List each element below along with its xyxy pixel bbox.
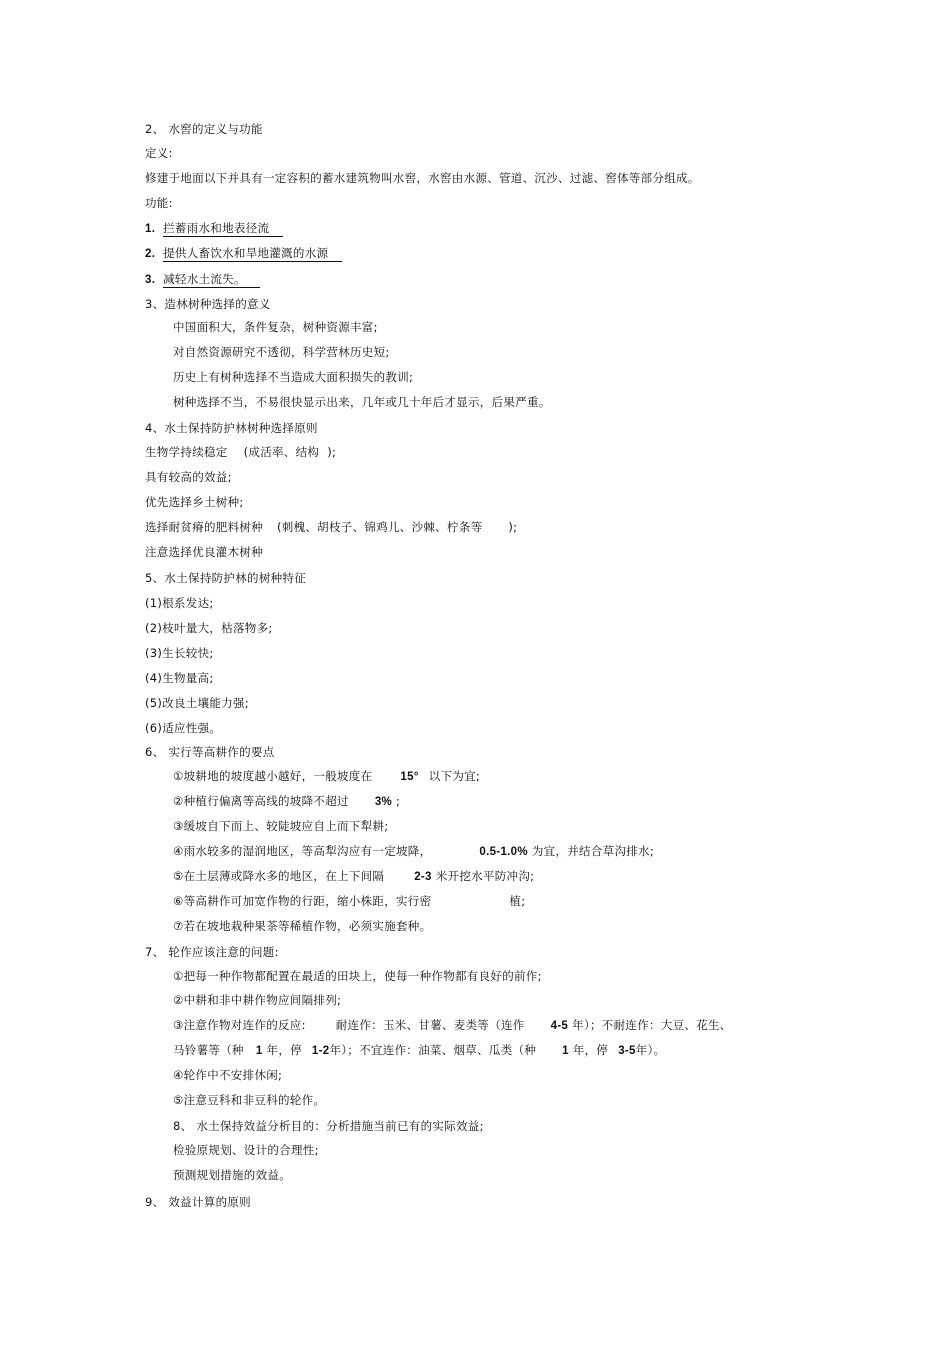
- section-7-item-1: ①把每一种作物都配置在最适的田块上，使每一种作物都有良好的前作;: [173, 969, 542, 983]
- section-5-heading: 5、水土保持防护林的树种特征: [145, 571, 307, 585]
- section-5-item: (5)改良土壤能力强;: [145, 696, 249, 710]
- function-item-number: 3.: [145, 274, 156, 286]
- item-text: 年，停: [266, 1043, 302, 1057]
- function-item-number: 2.: [145, 248, 156, 260]
- section-2-heading: 2、 水窖的定义与功能: [145, 122, 263, 136]
- item-value: 0.5-1.0%: [479, 846, 528, 858]
- function-item-1: [145, 221, 283, 236]
- item-value: 4-5: [550, 1020, 569, 1032]
- item-value: 2-3: [414, 871, 432, 883]
- section-5-item: (3)生长较快;: [145, 646, 214, 660]
- item-text-tail: 年）。: [635, 1043, 666, 1057]
- item-text: ⑤在土层薄或降水多的地区，在上下间隔: [173, 869, 385, 883]
- section-7-item-5: ⑤注意豆科和非豆科的轮作。: [173, 1093, 326, 1107]
- item-text: ⑥等高耕作可加宽作物的行距，缩小株距，实行密: [173, 894, 432, 908]
- section-8-item: 检验原规划、设计的合理性;: [173, 1143, 319, 1157]
- item-text: 选择耐贫瘠的肥料树种: [145, 520, 263, 534]
- section-7-item-2: ②中耕和非中耕作物应间隔排列;: [173, 993, 342, 1007]
- item-text: ④雨水较多的湿润地区，等高犁沟应有一定坡降，: [173, 844, 432, 858]
- section-7-item-3: [173, 1018, 732, 1033]
- section-9-heading: 9、 效益计算的原则: [145, 1195, 251, 1209]
- item-close: );: [327, 445, 337, 459]
- section-6-item-6: [173, 894, 525, 908]
- item-text: ②种植行偏离等高线的坡降不超过: [173, 794, 349, 808]
- function-item-text: 减轻水土流失。: [163, 272, 260, 288]
- section-6-item-4: [173, 844, 654, 859]
- section-6-item-2: [173, 794, 400, 809]
- item-value: 1: [562, 1045, 569, 1057]
- definition-text: 修建于地面以下并具有一定容积的蓄水建筑物叫水窖，水窖由水源、管道、沉沙、过滤、窖体等部分组成。: [145, 171, 700, 185]
- item-value: 1-2: [311, 1045, 330, 1057]
- section-4-item-4: [145, 520, 517, 534]
- section-5-item: (2)枝叶量大，枯落物多;: [145, 621, 273, 635]
- item-text-tail: 植;: [509, 894, 526, 908]
- function-item-number: 1.: [145, 223, 156, 235]
- section-6-item-5: [173, 869, 534, 884]
- item-value: 15°: [400, 771, 419, 783]
- section-6-item-7: ⑦若在坡地栽种果茶等稀植作物，必须实施套种。: [173, 919, 432, 933]
- section-5-item: (6)适应性强。: [145, 721, 222, 735]
- section-3-item: 历史上有树种选择不当造成大面积损失的教训;: [173, 370, 414, 384]
- item-note: (成活率、结构: [243, 445, 320, 459]
- section-8-item: 预测规划措施的效益。: [173, 1168, 291, 1182]
- section-3-item: 对自然资源研究不透彻，科学营林历史短;: [173, 345, 390, 359]
- item-value: 1: [255, 1045, 263, 1057]
- item-text: ①坡耕地的坡度越小越好，一般坡度在: [173, 769, 373, 783]
- section-8-heading: 8、 水土保持效益分析目的：分析措施当前已有的实际效益;: [173, 1119, 484, 1133]
- item-text-tail: 以下为宜;: [428, 769, 481, 783]
- item-text-tail: ;: [396, 794, 401, 808]
- section-6-item-3: ③缓坡自下而上、较陡坡应自上而下犁耕;: [173, 819, 389, 833]
- item-close: );: [508, 520, 518, 534]
- section-7-item-4: ④轮作中不安排休闲;: [173, 1068, 283, 1082]
- section-7-heading: 7、 轮作应该注意的问题:: [145, 945, 279, 959]
- function-label: 功能:: [145, 196, 173, 210]
- section-4-heading: 4、水土保持防护林树种选择原则: [145, 421, 318, 435]
- function-item-2: [145, 246, 342, 261]
- item-text: ③注意作物对连作的反应:: [173, 1018, 306, 1032]
- section-6-heading: 6、 实行等高耕作的要点: [145, 745, 275, 759]
- item-text-tail: 年）；不耐连作：大豆、花生、: [572, 1018, 732, 1032]
- item-note: (刺槐、胡枝子、锦鸡儿、沙棘、柠条等: [277, 520, 483, 534]
- item-text-tail: 米开挖水平防冲沟;: [435, 869, 535, 883]
- item-text: 生物学持续稳定: [145, 445, 228, 459]
- section-4-item-5: 注意选择优良灌木树种: [145, 545, 263, 559]
- item-text: 耐连作：玉米、甘薯、麦类等（连作: [335, 1018, 525, 1032]
- section-7-item-3-cont: [173, 1043, 665, 1058]
- section-4-item-3: 优先选择乡土树种;: [145, 495, 244, 509]
- item-text-tail: 为宜，并结合草沟排水;: [531, 844, 655, 858]
- section-4-item-2: 具有较高的效益;: [145, 470, 232, 484]
- section-5-item: (1)根系发达;: [145, 596, 214, 610]
- section-3-item: 中国面积大，条件复杂，树种资源丰富;: [173, 320, 378, 334]
- definition-label: 定义:: [145, 146, 173, 160]
- section-4-item-1: [145, 445, 336, 459]
- section-6-item-1: [173, 769, 480, 784]
- section-3-heading: 3、造林树种选择的意义: [145, 297, 271, 311]
- item-text: 年）；不宜连作：油菜、烟草、瓜类（种: [329, 1043, 537, 1057]
- function-item-text: 提供人畜饮水和旱地灌溉的水源: [163, 246, 342, 262]
- item-text: 马铃薯等（种: [173, 1043, 244, 1057]
- item-value: 3%: [374, 796, 393, 808]
- item-text: 年，停: [572, 1043, 609, 1057]
- item-value: 3-5: [618, 1045, 636, 1057]
- function-item-text: 拦蓄雨水和地表径流: [163, 221, 283, 237]
- function-item-3: [145, 272, 260, 287]
- section-3-item: 树种选择不当，不易很快显示出来，几年或几十年后才显示，后果严重。: [173, 395, 551, 409]
- section-5-item: (4)生物量高;: [145, 671, 214, 685]
